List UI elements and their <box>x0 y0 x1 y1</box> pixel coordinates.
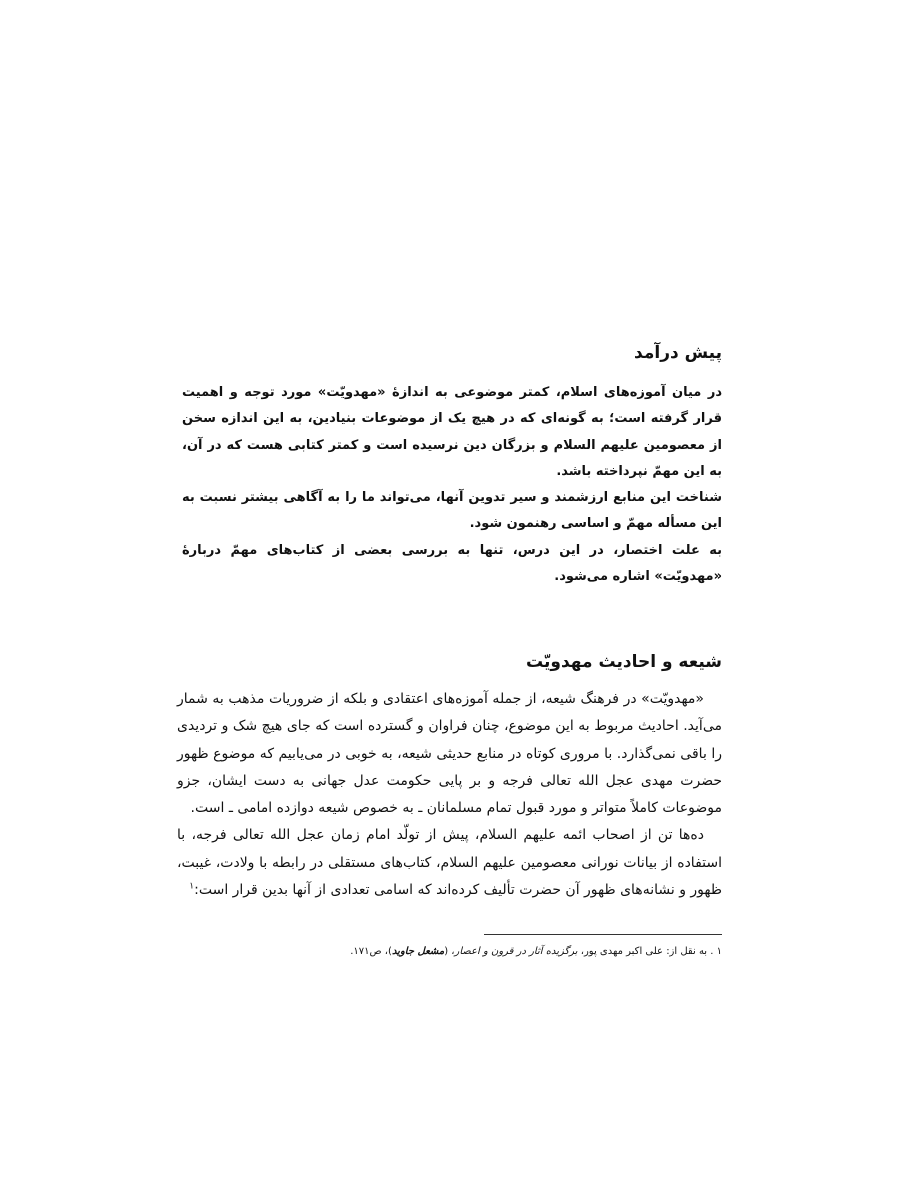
footnote-divider <box>484 934 722 935</box>
footnote-prefix: ۱ . به نقل از: علی اکبر مهدی پور، <box>577 946 722 957</box>
footnote-suffix: )، ص۱۷۱. <box>350 946 392 957</box>
intro-paragraph-2: شناخت این منابع ارزشمند و سیر تدوین آنها، می‌تواند ما را به آگاهی بیشتر نسبت به این مسأله مهمّ و اساسی رهنمون شود. <box>182 490 722 532</box>
footnote <box>177 943 722 961</box>
section-paragraph-1: «مهدویّت» در فرهنگ شیعه، از جمله آموزه‌های اعتقادی و بلکه از ضروریات مذهب به شمار می‌آید. احادیث مربوط به این موضوع، چنان فراوان و گسترده است که جای هیچ شک و تردیدی را باقی نمی‌گذارد. با مروری کوتاه در منابع حدیثی شیعه، به خوبی در می‌یابیم که موضوع ظهور حضرت مهدی عجل الله تعالی فرجه و بر پایی حکومت عدل جهانی به دست ایشان، جزو موضوعات کاملاً متواتر و مورد قبول تمام مسلمانان ـ به خصوص شیعه دوازده امامی ـ است. <box>177 691 722 817</box>
intro-heading <box>634 343 722 363</box>
intro-title: پیش درآمد <box>634 343 722 363</box>
section-paragraph-2-text: ده‌ها تن از اصحاب ائمه علیهم السلام، پیش از تولّد امام زمان عجل الله تعالی فرجه، با استفاده از بیانات نورانی معصومین علیهم السلام، کتاب‌های مستقلی در رابطه با ولادت، غیبت، ظهور و نشانه‌های ظهور آن حضرت تألیف کرده‌اند که اسامی تعدادی از آنها بدین قرار است: <box>177 827 722 899</box>
footnote-separator: ، ( <box>444 946 455 957</box>
intro-paragraph-3: به علت اختصار، در این درس، تنها به بررسی بعضی از کتاب‌های مهمّ دربارهٔ «مهدویّت» اشاره می‌شود. <box>182 542 722 585</box>
footnote-reference[interactable]: ۱ <box>189 881 195 892</box>
footnote-publisher: مشعل جاوید <box>391 946 445 957</box>
section-heading <box>526 652 722 672</box>
intro-paragraph-1: در میان آموزه‌های اسلام، کمتر موضوعی به اندازهٔ «مهدویّت» مورد توجه و اهمیت قرار گرفته است؛ به گونه‌ای که در هیچ یک از موضوعات بنیادین، به این اندازه سخن از معصومین علیهم السلام و بزرگان دین نرسیده است و کمتر کتابی هست که در آن، به این مهمّ نپرداخته باشد. <box>182 385 722 479</box>
footnote-book-title: برگزیده آثار در قرون و اعصار <box>454 946 578 957</box>
section-paragraph-2 <box>177 822 722 904</box>
section-title: شیعه و احادیث مهدویّت <box>526 652 722 672</box>
intro-block <box>182 380 722 590</box>
section-body <box>177 686 722 904</box>
